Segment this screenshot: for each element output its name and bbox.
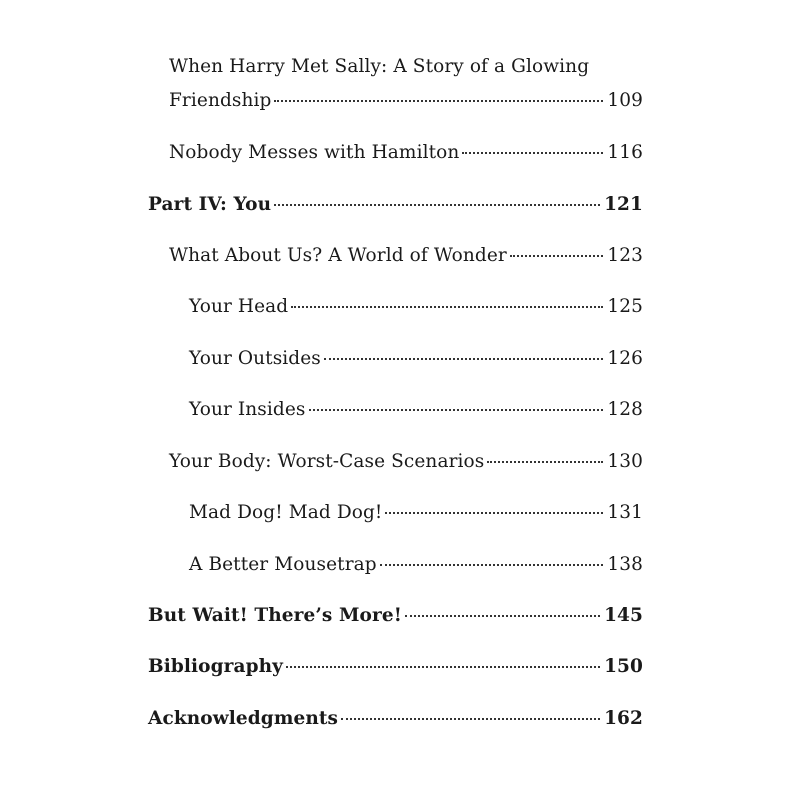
toc-entry-label: Your Head bbox=[189, 296, 289, 317]
toc-page-number: 162 bbox=[604, 708, 643, 729]
dot-leader bbox=[324, 358, 603, 360]
toc-subentry bbox=[189, 348, 643, 369]
dot-leader bbox=[380, 564, 604, 566]
toc-page-number: 131 bbox=[607, 502, 643, 523]
toc-entry bbox=[169, 451, 643, 472]
toc-page-number: 130 bbox=[607, 451, 643, 472]
toc-page-number: 121 bbox=[604, 194, 643, 215]
dot-leader bbox=[341, 718, 600, 720]
toc-page-number: 123 bbox=[607, 245, 643, 266]
toc-page-number: 128 bbox=[607, 399, 643, 420]
toc-subentry bbox=[189, 502, 643, 523]
toc-entry-label: What About Us? A World of Wonder bbox=[169, 245, 507, 266]
toc-page-number: 125 bbox=[607, 296, 643, 317]
toc-part-heading bbox=[148, 194, 643, 215]
toc-entry-label: Your Body: Worst-Case Scenarios bbox=[169, 451, 485, 472]
toc-subentry bbox=[189, 399, 643, 420]
toc-page-number: 109 bbox=[607, 90, 643, 111]
dot-leader bbox=[274, 100, 603, 102]
toc-entry-label: Part IV: You bbox=[148, 194, 272, 215]
dot-leader bbox=[274, 204, 600, 206]
toc-entry-label: Nobody Messes with Hamilton bbox=[169, 142, 460, 163]
toc-entry-label: Friendship bbox=[169, 90, 272, 111]
toc-part-heading bbox=[148, 605, 643, 626]
toc-entry bbox=[169, 245, 643, 266]
toc-entry bbox=[169, 142, 643, 163]
toc-page-number: 138 bbox=[607, 554, 643, 575]
toc-subentry bbox=[189, 296, 643, 317]
toc-entry-label: Your Outsides bbox=[189, 348, 321, 369]
toc-page-number: 126 bbox=[607, 348, 643, 369]
dot-leader bbox=[309, 409, 604, 411]
dot-leader bbox=[291, 306, 603, 308]
toc-page-number: 145 bbox=[604, 605, 643, 626]
dot-leader bbox=[510, 255, 604, 257]
toc-entry-label: Your Insides bbox=[189, 399, 306, 420]
dot-leader bbox=[405, 615, 600, 617]
dot-leader bbox=[487, 461, 603, 463]
toc-page-number: 116 bbox=[607, 142, 643, 163]
toc-entry bbox=[169, 90, 643, 111]
dot-leader bbox=[462, 152, 603, 154]
toc-subentry bbox=[189, 554, 643, 575]
toc-entry-label: But Wait! There’s More! bbox=[148, 605, 402, 626]
toc-page-number: 150 bbox=[604, 656, 643, 677]
dot-leader bbox=[385, 512, 603, 514]
dot-leader bbox=[286, 666, 600, 668]
toc-entry-label: Mad Dog! Mad Dog! bbox=[189, 502, 383, 523]
toc-entry-label: Acknowledgments bbox=[148, 708, 339, 729]
toc-part-heading bbox=[148, 708, 643, 729]
toc-entry-label: Bibliography bbox=[148, 656, 283, 677]
toc-entry-title-line1: When Harry Met Sally: A Story of a Glowing bbox=[169, 56, 590, 77]
toc-entry-label: A Better Mousetrap bbox=[189, 554, 377, 575]
toc-part-heading bbox=[148, 656, 643, 677]
